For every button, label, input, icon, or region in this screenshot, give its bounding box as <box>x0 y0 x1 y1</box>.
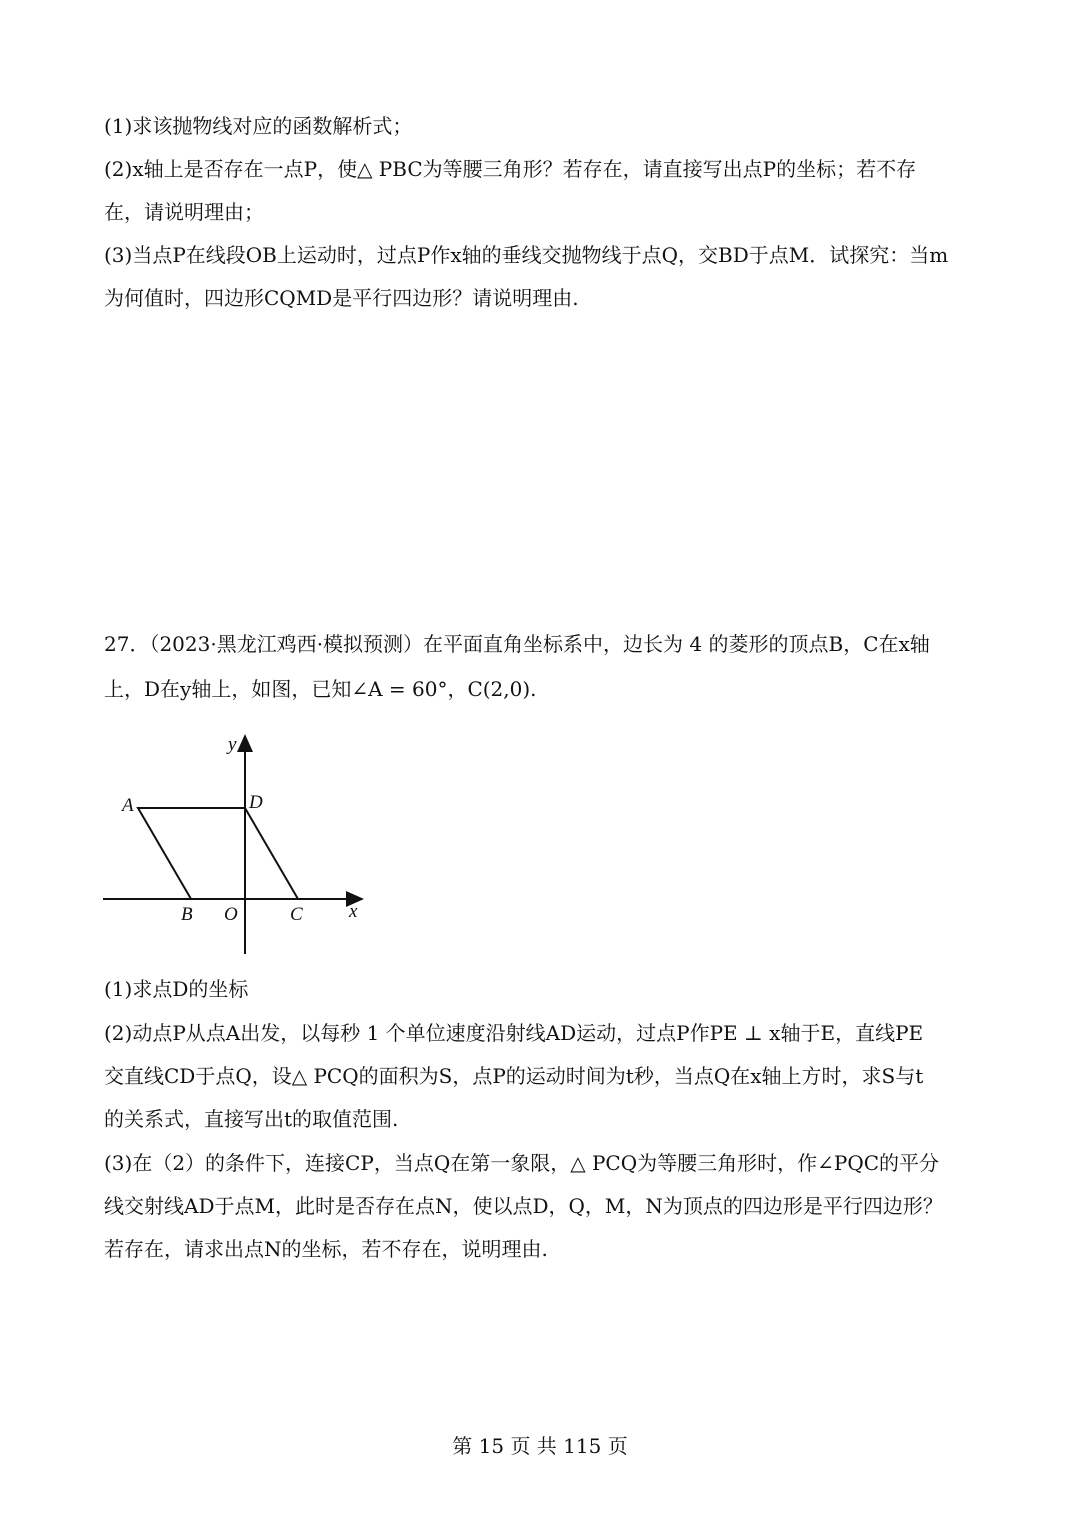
problem-27-stem-line-1: 27．（2023·黑龙江鸡西·模拟预测）在平面直角坐标系中，边长为 4 的菱形的顶点B，C在x轴 <box>104 632 930 656</box>
rhombus-coordinate-figure <box>100 728 370 958</box>
prev-question-3-line-2: 为何值时，四边形CQMD是平行四边形？请说明理由. <box>104 286 579 310</box>
problem-27-question-2-line-3: 的关系式，直接写出t的取值范围. <box>104 1107 399 1131</box>
label-c: C <box>290 904 303 925</box>
prev-question-1: (1)求该抛物线对应的函数解析式； <box>104 114 413 138</box>
problem-27-question-2-line-1: (2)动点P从点A出发，以每秒 1 个单位速度沿射线AD运动，过点P作PE ⊥ x轴于E，直线PE <box>104 1021 924 1045</box>
problem-27-question-2-line-2: 交直线CD于点Q，设△ PCQ的面积为S，点P的运动时间为t秒，当点Q在x轴上方时，求S与t <box>104 1064 924 1088</box>
label-a: A <box>122 795 134 816</box>
problem-27-question-3-line-2: 线交射线AD于点M，此时是否存在点N，使以点D，Q，M，N为顶点的四边形是平行四边形？ <box>104 1194 943 1218</box>
problem-27-question-3-line-1: (3)在（2）的条件下，连接CP，当点Q在第一象限，△ PCQ为等腰三角形时，作∠PQC的平分 <box>104 1151 940 1175</box>
label-x: x <box>349 901 358 922</box>
problem-27-stem-line-2: 上，D在y轴上，如图，已知∠A = 60°，C(2,0). <box>104 677 537 701</box>
prev-question-3-line-1: (3)当点P在线段OB上运动时，过点P作x轴的垂线交抛物线于点Q，交BD于点M．试探究：当m <box>104 243 949 267</box>
problem-27-question-1: (1)求点D的坐标 <box>104 977 249 1001</box>
label-d: D <box>249 792 263 813</box>
problem-27-question-3-line-3: 若存在，请求出点N的坐标，若不存在，说明理由. <box>104 1237 548 1261</box>
label-b: B <box>181 904 193 925</box>
prev-question-2-line-2: 在，请说明理由； <box>104 200 264 224</box>
figure-svg <box>100 728 370 958</box>
prev-question-2-line-1: (2)x轴上是否存在一点P，使△ PBC为等腰三角形？若存在，请直接写出点P的坐标；若不存 <box>104 157 917 181</box>
page-footer: 第 15 页 共 115 页 <box>452 1434 628 1458</box>
rhombus-abcd <box>138 808 298 899</box>
label-y: y <box>228 734 237 755</box>
label-o: O <box>224 904 238 925</box>
